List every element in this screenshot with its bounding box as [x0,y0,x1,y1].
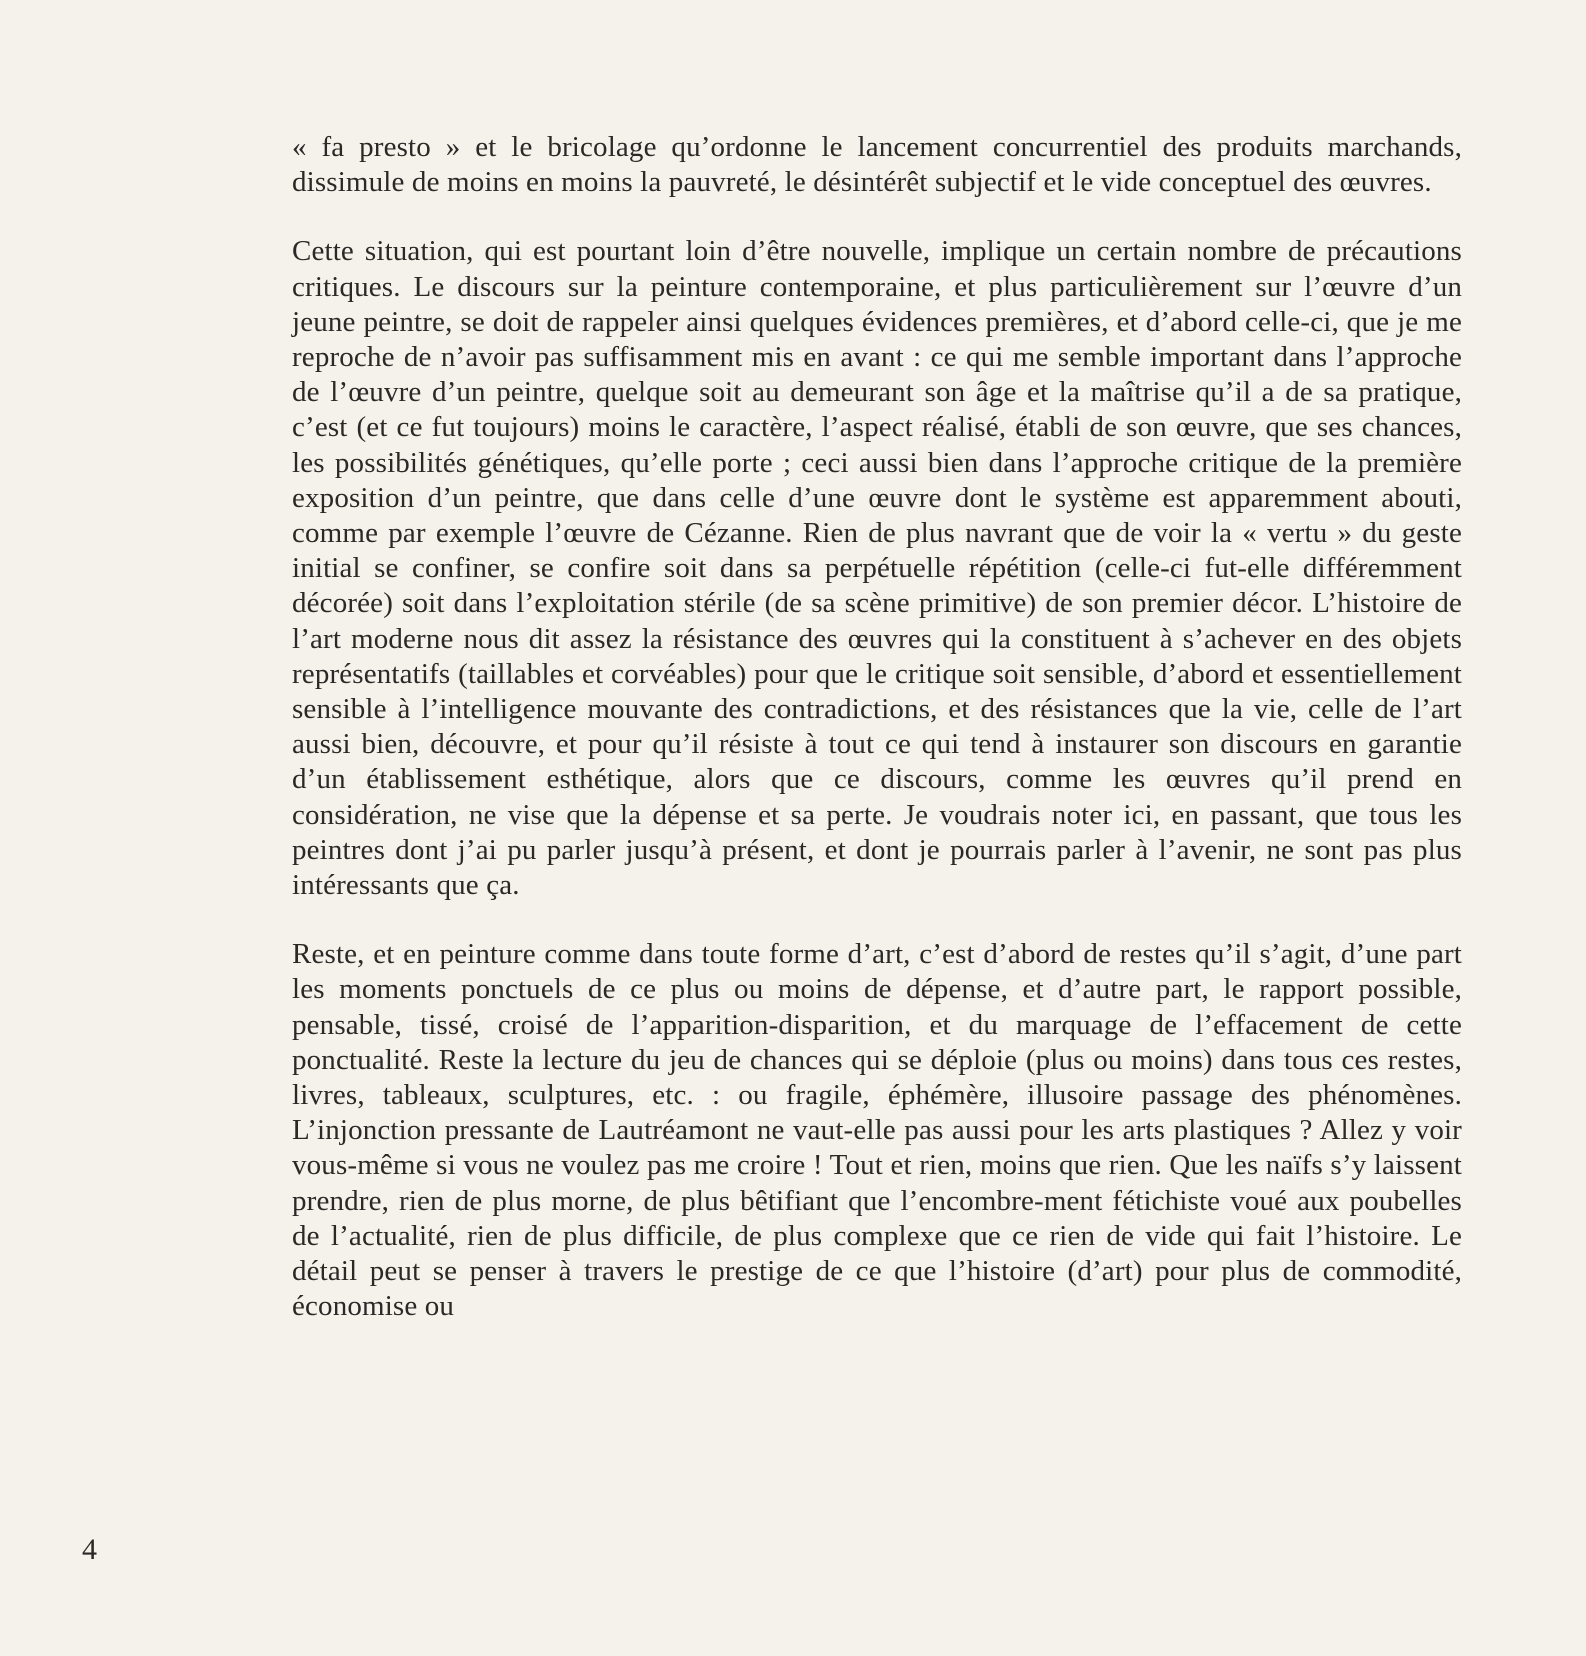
body-text-column [292,130,1462,1325]
paragraph-3: Reste, et en peinture comme dans toute forme d’art, c’est d’abord de restes qu’il s’agit, d’une part les moments ponctuels de ce plus ou moins de dépense, et d’autre part, le rapport possible, pensable, tissé, croisé de l’apparition-disparition, et du marquage de l’effacement de cette ponctualité. Reste la lecture du jeu de chances qui se déploie (plus ou moins) dans tous ces restes, livres, tableaux, sculptures, etc. : ou fragile, éphémère, illusoire passage des phénomènes. L’injonction pressante de Lautréamont ne vaut-elle pas aussi pour les arts plastiques ? Allez y voir vous-même si vous ne voulez pas me croire ! Tout et rien, moins que rien. Que les naïfs s’y laissent prendre, rien de plus morne, de plus bêtifiant que l’encombre-ment fétichiste voué aux poubelles de l’actualité, rien de plus difficile, de plus complexe que ce rien de vide qui fait l’histoire. Le détail peut se penser à travers le prestige de ce que l’histoire (d’art) pour plus de commodité, économise ou [292,938,1462,1323]
page-number: 4 [82,1533,97,1566]
paragraph-2: Cette situation, qui est pourtant loin d’être nouvelle, implique un certain nombre de précautions critiques. Le discours sur la peinture contemporaine, et plus particulièrement sur l’œuvre d’un jeune peintre, se doit de rappeler ainsi quelques évidences premières, et d’abord celle-ci, que je me reproche de n’avoir pas suffisamment mis en avant : ce qui me semble important dans l’approche de l’œuvre d’un peintre, quelque soit au demeurant son âge et la maîtrise qu’il a de sa pratique, c’est (et ce fut toujours) moins le caractère, l’aspect réalisé, établi de son œuvre, que ses chances, les possibilités génétiques, qu’elle porte ; ceci aussi bien dans l’approche critique de la première exposition d’un peintre, que dans celle d’une œuvre dont le système est apparemment abouti, comme par exemple l’œuvre de Cézanne. Rien de plus navrant que de voir la « vertu » du geste initial se confiner, se confire soit dans sa perpétuelle répétition (celle-ci fut-elle différemment décorée) soit dans l’exploitation stérile (de sa scène primitive) de son premier décor. L’histoire de l’art moderne nous dit assez la résistance des œuvres qui la constituent à s’achever en des objets représentatifs (taillables et corvéables) pour que le critique soit sensible, d’abord et essentiellement sensible à l’intelligence mouvante des contradictions, et des résistances que la vie, celle de l’art aussi bien, découvre, et pour qu’il résiste à tout ce qui tend à instaurer son discours en garantie d’un établissement esthétique, alors que ce discours, comme les œuvres qu’il prend en considération, ne vise que la dépense et sa perte. Je voudrais noter ici, en passant, que tous les peintres dont j’ai pu parler jusqu’à présent, et dont je pourrais parler à l’avenir, ne sont pas plus intéressants que ça. [292,235,1462,902]
paragraph-1: « fa presto » et le bricolage qu’ordonne le lancement concurrentiel des produits marchands, dissimule de moins en moins la pauvreté, le désintérêt subjectif et le vide conceptuel des œuvres. [292,131,1462,199]
